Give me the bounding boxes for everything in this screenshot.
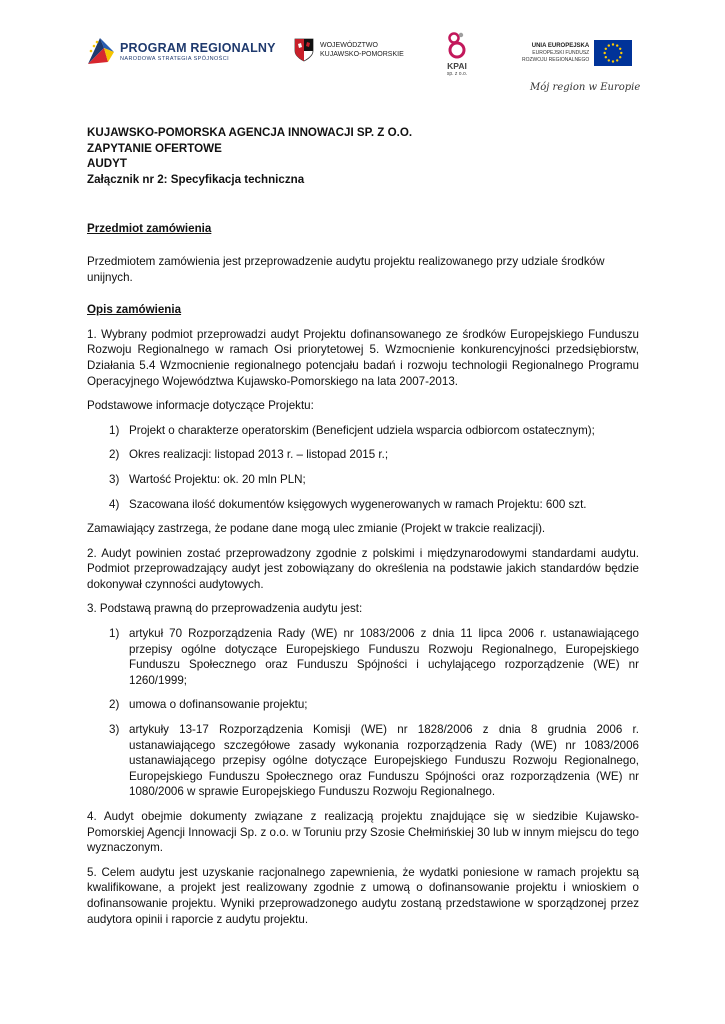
- section-title-opis: Opis zamówienia: [87, 303, 182, 317]
- header-logos: [86, 28, 642, 106]
- list-item-text: artykuł 70 Rozporządzenia Rady (WE) nr 1083/2006 z dnia 11 lipca 2006 r. ustanawiającego przepisy ogólne dotyczące Europejskiego Funduszu Rozwoju Regionalnego, Europejskiego Funduszu Społecznego oraz Funduszu Spójności i uchylającego rozporządzenie (WE) nr 1260/1999;: [129, 627, 639, 687]
- list-item-text: Projekt o charakterze operatorskim (Beneficjent udziela wsparcia odbiorcom ostatecznym);: [129, 423, 595, 437]
- kpai-sub: sp. z o.o.: [446, 71, 468, 77]
- legal-basis-list: [87, 626, 639, 800]
- list-item-number: 3): [109, 472, 120, 486]
- paragraph-info: Podstawowe informacje dotyczące Projektu:: [87, 399, 314, 413]
- document-body: [87, 125, 639, 927]
- kpai-emblem-icon: [446, 30, 468, 60]
- heading-company: KUJAWSKO-POMORSKA AGENCJA INNOWACJI SP. Z O.O.: [87, 126, 413, 139]
- list-item: [87, 472, 639, 488]
- list-item-number: 4): [109, 497, 120, 511]
- eu-slogan: Mój region w Europie: [530, 82, 641, 93]
- list-item: [87, 722, 639, 800]
- document-heading: [87, 125, 639, 187]
- eu-line3: ROZWOJU REGIONALNEGO: [522, 56, 590, 63]
- list-item-number: 2): [109, 448, 120, 462]
- list-item-text: artykuły 13-17 Rozporządzenia Komisji (WE) nr 1828/2006 z dnia 8 grudnia 2006 r. ustanawiającego szczegółowe zasady wykonania rozporządzenia Rady (WE) nr 1083/2006 ustanawiającego przepisy ogólne dotyczące Europejskiego Funduszu Rozwoju Regionalnego, Europejskiego Funduszu Społecznego oraz Funduszu Spójności oraz rozporządzenia (WE) nr 1080/2006 w sprawie Europejskiego Funduszu Rozwoju Regionalnego.: [129, 723, 639, 799]
- eu-line2: EUROPEJSKI FUNDUSZ: [532, 49, 590, 56]
- list-item-text: Wartość Projektu: ok. 20 mln PLN;: [129, 472, 306, 486]
- paragraph-1: 1. Wybrany podmiot przeprowadzi audyt Projektu dofinansowanego ze środków Europejskiego Funduszu Rozwoju Regionalnego w ramach Osi priorytetowej 5. Wzmocnienie konkurencyjności przedsiębiorstw, Działania 5.4 Wzmocnienie regionalnego potencjału badań i rozwoju technologii Regionalnego Programu Operacyjnego Województwa Kujawsko-Pomorskiego na lata 2007-2013.: [87, 327, 639, 388]
- paragraph-3: 3. Podstawą prawną do przeprowadzenia audytu jest:: [87, 602, 363, 616]
- paragraph-note: Zamawiający zastrzega, że podane dane mogą ulec zmianie (Projekt w trakcie realizacji).: [87, 522, 546, 536]
- kpai-name: KPAI: [447, 61, 467, 71]
- list-item-number: 2): [109, 698, 120, 712]
- info-list: [87, 423, 639, 512]
- list-item: [87, 626, 639, 688]
- eu-line1: UNIA EUROPEJSKA: [531, 42, 590, 49]
- program-regionalny-subtitle: NARODOWA STRATEGIA SPÓJNOŚCI: [120, 55, 229, 62]
- list-item: [87, 423, 639, 439]
- list-item: [87, 447, 639, 463]
- program-regionalny-emblem-icon: [86, 34, 116, 68]
- program-regionalny-logo: [86, 34, 276, 68]
- coat-of-arms-icon: [294, 38, 314, 62]
- list-item-text: Szacowana ilość dokumentów księgowych wygenerowanych w ramach Projektu: 600 szt.: [129, 497, 587, 511]
- section-title-przedmiot: Przedmiot zamówienia: [87, 222, 212, 236]
- paragraph-5: 5. Celem audytu jest uzyskanie racjonalnego zapewnienia, że wydatki poniesione w ramach projektu są kwalifikowane, a projekt jest realizowany zgodnie z umową o dofinansowanie projektu i wnioskiem o dofinansowanie projektu. Wyniki przeprowadzonego audytu zostaną przedstawione w sporządzonej przez audytora opinii i raporcie z audytu projektu.: [87, 865, 639, 926]
- list-item-text: Okres realizacji: listopad 2013 r. – listopad 2015 r.;: [129, 448, 389, 462]
- list-item-text: umowa o dofinansowanie projektu;: [129, 698, 308, 712]
- wojewodztwo-logo: [294, 38, 404, 62]
- paragraph-2: 2. Audyt powinien zostać przeprowadzony zgodnie z polskimi i międzynarodowymi standardami audytu. Podmiot przeprowadzający audyt jest zobowiązany do określenia na podstawie jakich standardów będzie dokonywał czynności audytowych.: [87, 546, 639, 591]
- list-item-number: 1): [109, 627, 120, 641]
- list-item-number: 3): [109, 723, 120, 737]
- list-item-number: 1): [109, 423, 120, 437]
- heading-attachment: Załącznik nr 2: Specyfikacja techniczna: [87, 172, 305, 186]
- kpai-logo: [446, 30, 468, 77]
- heading-audit: AUDYT: [87, 157, 127, 171]
- program-regionalny-title: PROGRAM REGIONALNY: [120, 40, 276, 55]
- wojewodztwo-line1: WOJEWÓDZTWO: [320, 42, 378, 49]
- section-text-przedmiot: Przedmiotem zamówienia jest przeprowadzenie audytu projektu realizowanego przy udziale środków unijnych.: [87, 254, 605, 284]
- eu-logo: [522, 40, 632, 66]
- paragraph-4: 4. Audyt obejmie dokumenty związane z realizacją projektu znajdujące się w siedzibie Kujawsko-Pomorskiej Agencji Innowacji Sp. z o.o. w Toruniu przy Szosie Chełmińskiej 30 lub w innym miejscu do tego wyznaczonym.: [87, 810, 639, 855]
- list-item: [87, 497, 639, 513]
- heading-inquiry: ZAPYTANIE OFERTOWE: [87, 141, 222, 155]
- list-item: [87, 697, 639, 713]
- wojewodztwo-line2: KUJAWSKO-POMORSKIE: [320, 51, 404, 58]
- eu-flag-icon: [594, 40, 632, 66]
